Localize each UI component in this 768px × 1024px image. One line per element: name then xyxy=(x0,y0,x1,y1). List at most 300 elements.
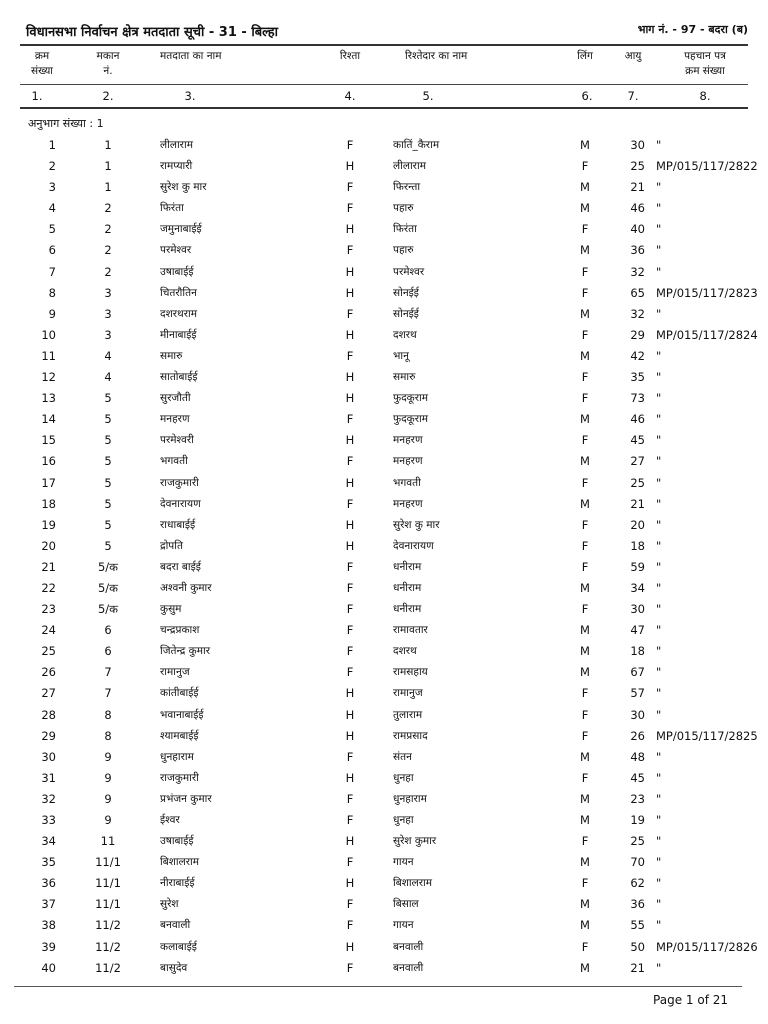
house-number-cell: 5 xyxy=(104,454,112,469)
table-row xyxy=(0,852,768,873)
voter-name-cell: जितेन्द्र कुमार xyxy=(160,645,211,658)
gender-cell: M xyxy=(580,243,590,258)
col-header-house-line1: मकान xyxy=(96,50,120,62)
age-cell: 62 xyxy=(630,876,645,891)
relation-cell: H xyxy=(345,728,355,743)
voter-name-cell: रामप्यारी xyxy=(160,160,193,173)
serial-cell: 2 xyxy=(48,159,56,174)
age-cell: 46 xyxy=(630,412,645,427)
page-number: Page 1 of 21 xyxy=(653,993,728,1007)
age-cell: 21 xyxy=(630,496,645,511)
age-cell: 45 xyxy=(630,770,645,785)
header-rule-bottom xyxy=(20,107,748,109)
table-row xyxy=(0,156,768,177)
col-number-3: 3. xyxy=(184,89,196,103)
gender-cell: M xyxy=(580,412,590,427)
house-number-cell: 5/क xyxy=(97,559,119,574)
age-cell: 30 xyxy=(630,707,645,722)
col-header-house xyxy=(88,49,128,79)
relative-name-cell: सुरेश कु मार xyxy=(393,518,440,531)
serial-cell: 35 xyxy=(41,855,56,870)
relation-cell: H xyxy=(345,264,355,279)
table-row xyxy=(0,346,768,367)
relative-name-cell: फिरन्ता xyxy=(393,181,421,194)
voter-name-cell: श्यामबाईई xyxy=(160,729,199,742)
gender-cell: M xyxy=(580,813,590,827)
house-number-cell: 5/क xyxy=(97,580,119,595)
voter-name-cell: जमुनाबाईई xyxy=(160,223,202,236)
house-number-cell: 9 xyxy=(104,813,112,827)
gender-cell: M xyxy=(580,496,590,511)
serial-cell: 12 xyxy=(41,370,56,385)
relation-cell: H xyxy=(345,327,355,342)
id-card-cell: " xyxy=(656,433,662,448)
id-card-cell: " xyxy=(656,138,662,152)
relative-name-cell: भानू xyxy=(393,349,409,362)
table-row xyxy=(0,494,768,515)
voter-name-cell: धुनहाराम xyxy=(160,750,194,763)
house-number-cell: 5 xyxy=(104,538,112,553)
voter-table-body xyxy=(0,135,768,979)
serial-cell: 7 xyxy=(48,264,56,279)
relation-cell: H xyxy=(345,370,355,385)
voter-name-cell: सुरेश कु मार xyxy=(160,181,207,194)
id-card-cell: " xyxy=(656,918,662,933)
age-cell: 55 xyxy=(630,918,645,933)
voter-name-cell: उषाबाईई xyxy=(160,835,194,848)
voter-name-cell: ईश्वर xyxy=(160,814,180,826)
age-cell: 25 xyxy=(630,159,645,174)
voter-name-cell: रामानुज xyxy=(160,666,190,679)
serial-cell: 1 xyxy=(48,138,56,152)
house-number-cell: 5/क xyxy=(97,602,119,617)
gender-cell: M xyxy=(580,791,590,806)
relative-name-cell: बनवाली xyxy=(393,961,424,974)
age-cell: 18 xyxy=(630,644,645,659)
house-number-cell: 11/1 xyxy=(95,897,121,912)
col-header-gender xyxy=(570,49,600,64)
id-card-cell: MP/015/117/2823 xyxy=(656,285,758,300)
age-cell: 25 xyxy=(630,834,645,849)
table-row xyxy=(0,747,768,768)
relation-cell: H xyxy=(345,538,355,553)
house-number-cell: 4 xyxy=(104,370,112,385)
relative-name-cell: मनहरण xyxy=(393,434,423,447)
voter-name-cell: देवनारायण xyxy=(160,497,201,510)
col-header-voter-name-line1: मतदाता का नाम xyxy=(160,50,222,62)
house-number-cell: 8 xyxy=(104,728,112,743)
col-header-id-card-line2: क्रम संख्या xyxy=(685,65,725,77)
table-row xyxy=(0,831,768,852)
id-card-cell: MP/015/117/2826 xyxy=(656,939,758,954)
voter-name-cell: बिशालराम xyxy=(160,856,199,869)
voter-name-cell: भवानाबाईई xyxy=(160,708,204,721)
gender-cell: F xyxy=(581,728,589,743)
gender-cell: M xyxy=(580,665,590,680)
col-number-6: 6. xyxy=(581,89,593,103)
relative-name-cell: रामप्रसाद xyxy=(393,729,428,742)
table-row xyxy=(0,789,768,810)
relative-name-cell: धनीराम xyxy=(393,603,422,616)
relation-cell: F xyxy=(346,201,354,216)
table-row xyxy=(0,915,768,936)
relative-name-cell: बिसाल xyxy=(393,898,419,911)
age-cell: 32 xyxy=(630,264,645,279)
gender-cell: F xyxy=(581,222,589,237)
relation-cell: F xyxy=(346,306,354,321)
voter-name-cell: नीराबाईई xyxy=(160,877,195,890)
serial-cell: 38 xyxy=(41,918,56,933)
relation-cell: F xyxy=(346,138,354,152)
relative-name-cell: मनहरण xyxy=(393,497,423,510)
age-cell: 29 xyxy=(630,327,645,342)
header-rule-top xyxy=(20,44,748,46)
serial-cell: 11 xyxy=(41,348,56,363)
table-row xyxy=(0,304,768,325)
house-number-cell: 9 xyxy=(104,749,112,764)
voter-name-cell: बनवाली xyxy=(160,919,191,932)
relation-cell: F xyxy=(346,243,354,258)
relation-cell: F xyxy=(346,348,354,363)
gender-cell: F xyxy=(581,876,589,891)
table-row xyxy=(0,198,768,219)
gender-cell: F xyxy=(581,707,589,722)
table-row xyxy=(0,262,768,283)
serial-cell: 39 xyxy=(41,939,56,954)
serial-cell: 25 xyxy=(41,644,56,659)
id-card-cell: " xyxy=(656,623,662,638)
relation-cell: F xyxy=(346,602,354,617)
table-row xyxy=(0,810,768,831)
gender-cell: M xyxy=(580,580,590,595)
gender-cell: F xyxy=(581,475,589,490)
relative-name-cell: कातिं_कैराम xyxy=(393,139,440,151)
age-cell: 57 xyxy=(630,686,645,701)
col-header-age-line1: आयु xyxy=(624,50,642,62)
col-number-5: 5. xyxy=(422,89,434,103)
relative-name-cell: फिरंता xyxy=(393,223,417,236)
voter-name-cell: लीलाराम xyxy=(160,139,193,151)
gender-cell: M xyxy=(580,749,590,764)
relation-cell: F xyxy=(346,180,354,195)
id-card-cell: " xyxy=(656,770,662,785)
gender-cell: M xyxy=(580,897,590,912)
house-number-cell: 3 xyxy=(104,327,112,342)
relative-name-cell: पहारु xyxy=(393,244,414,257)
serial-cell: 36 xyxy=(41,876,56,891)
col-header-serial xyxy=(22,49,62,79)
house-number-cell: 3 xyxy=(104,306,112,321)
voter-name-cell: परमेश्वर xyxy=(160,244,192,257)
col-header-serial-line1: क्रम xyxy=(34,50,50,62)
relation-cell: F xyxy=(346,855,354,870)
voter-name-cell: बासुदेव xyxy=(160,961,188,974)
gender-cell: F xyxy=(581,559,589,574)
relative-name-cell: सोनईई xyxy=(393,307,419,320)
house-number-cell: 11/2 xyxy=(95,918,121,933)
relative-name-cell: फुदकूराम xyxy=(393,413,429,426)
relative-name-cell: दशरथ xyxy=(393,645,417,658)
relative-name-cell: तुलाराम xyxy=(393,708,423,721)
gender-cell: M xyxy=(580,918,590,933)
id-card-cell: " xyxy=(656,264,662,279)
relation-cell: F xyxy=(346,749,354,764)
col-number-4: 4. xyxy=(344,89,356,103)
house-number-cell: 5 xyxy=(104,391,112,406)
house-number-cell: 1 xyxy=(104,138,112,152)
gender-cell: M xyxy=(580,138,590,152)
voter-name-cell: द्रोपति xyxy=(160,539,183,552)
house-number-cell: 4 xyxy=(104,348,112,363)
col-header-house-line2: नं. xyxy=(103,65,113,77)
gender-cell: F xyxy=(581,834,589,849)
id-card-cell: " xyxy=(656,222,662,237)
part-number: भाग नं. - 97 - बदरा (ब) xyxy=(637,23,748,36)
voter-name-cell: कुसुम xyxy=(160,603,182,616)
header-rule-mid xyxy=(20,84,748,85)
id-card-cell: " xyxy=(656,306,662,321)
relation-cell: F xyxy=(346,918,354,933)
serial-cell: 20 xyxy=(41,538,56,553)
house-number-cell: 11 xyxy=(100,834,116,849)
voter-name-cell: मनहरण xyxy=(160,413,190,426)
relation-cell: H xyxy=(345,475,355,490)
gender-cell: M xyxy=(580,201,590,216)
voter-name-cell: राजकुमारी xyxy=(160,476,199,489)
voter-name-cell: सुरजौती xyxy=(160,392,191,405)
id-card-cell: " xyxy=(656,834,662,849)
relation-cell: F xyxy=(346,580,354,595)
relation-cell: H xyxy=(345,770,355,785)
relation-cell: H xyxy=(345,391,355,406)
house-number-cell: 5 xyxy=(104,496,112,511)
table-row xyxy=(0,515,768,536)
age-cell: 26 xyxy=(630,728,645,743)
gender-cell: M xyxy=(580,644,590,659)
gender-cell: F xyxy=(581,433,589,448)
serial-cell: 24 xyxy=(41,623,56,638)
serial-cell: 26 xyxy=(41,665,56,680)
serial-cell: 27 xyxy=(41,686,56,701)
serial-cell: 34 xyxy=(41,834,56,849)
voter-name-cell: बदरा बाईई xyxy=(160,560,201,573)
relation-cell: H xyxy=(345,159,355,174)
gender-cell: F xyxy=(581,686,589,701)
serial-cell: 31 xyxy=(41,770,56,785)
col-header-serial-line2: संख्या xyxy=(30,65,54,77)
relative-name-cell: गायन xyxy=(393,919,414,932)
house-number-cell: 2 xyxy=(104,201,112,216)
relative-name-cell: बनवाली xyxy=(393,940,424,953)
relative-name-cell: रामसहाय xyxy=(393,666,428,679)
serial-cell: 37 xyxy=(41,897,56,912)
id-card-cell: " xyxy=(656,876,662,891)
table-row xyxy=(0,388,768,409)
house-number-cell: 1 xyxy=(104,159,112,174)
age-cell: 21 xyxy=(630,960,645,975)
voter-name-cell: सातोबाईई xyxy=(160,371,198,384)
id-card-cell: " xyxy=(656,180,662,195)
relation-cell: F xyxy=(346,960,354,975)
house-number-cell: 8 xyxy=(104,707,112,722)
serial-cell: 15 xyxy=(41,433,56,448)
age-cell: 27 xyxy=(630,454,645,469)
col-header-relation-line1: रिश्ता xyxy=(339,50,361,62)
relation-cell: H xyxy=(345,707,355,722)
gender-cell: M xyxy=(580,180,590,195)
age-cell: 23 xyxy=(630,791,645,806)
col-number-8: 8. xyxy=(699,89,711,103)
relation-cell: H xyxy=(345,517,355,532)
relation-cell: H xyxy=(345,285,355,300)
age-cell: 25 xyxy=(630,475,645,490)
age-cell: 47 xyxy=(630,623,645,638)
house-number-cell: 5 xyxy=(104,475,112,490)
voter-name-cell: चितरौतिन xyxy=(160,286,197,299)
relative-name-cell: भगवती xyxy=(393,476,421,489)
relative-name-cell: दशरथ xyxy=(393,328,417,341)
serial-cell: 13 xyxy=(41,391,56,406)
col-header-id-card xyxy=(665,49,745,79)
table-row xyxy=(0,768,768,789)
relation-cell: F xyxy=(346,665,354,680)
house-number-cell: 6 xyxy=(104,644,112,659)
age-cell: 48 xyxy=(630,749,645,764)
table-row xyxy=(0,240,768,261)
table-row xyxy=(0,536,768,557)
house-number-cell: 6 xyxy=(104,623,112,638)
gender-cell: M xyxy=(580,454,590,469)
serial-cell: 33 xyxy=(41,813,56,827)
gender-cell: M xyxy=(580,623,590,638)
table-row xyxy=(0,219,768,240)
relative-name-cell: धुनहा xyxy=(393,771,414,784)
page-header xyxy=(20,20,748,42)
serial-cell: 19 xyxy=(41,517,56,532)
house-number-cell: 11/1 xyxy=(95,876,121,891)
table-row xyxy=(0,409,768,430)
serial-cell: 5 xyxy=(48,222,56,237)
serial-cell: 40 xyxy=(41,960,56,975)
relation-cell: F xyxy=(346,454,354,469)
table-row xyxy=(0,599,768,620)
age-cell: 32 xyxy=(630,306,645,321)
voter-name-cell: कलाबाईई xyxy=(160,940,197,953)
relation-cell: F xyxy=(346,623,354,638)
gender-cell: F xyxy=(581,602,589,617)
relation-cell: F xyxy=(346,644,354,659)
serial-cell: 32 xyxy=(41,791,56,806)
table-row xyxy=(0,177,768,198)
relation-cell: H xyxy=(345,834,355,849)
id-card-cell: MP/015/117/2825 xyxy=(656,728,758,743)
table-row xyxy=(0,557,768,578)
table-row xyxy=(0,894,768,915)
id-card-cell: " xyxy=(656,580,662,595)
relation-cell: F xyxy=(346,412,354,427)
id-card-cell: " xyxy=(656,348,662,363)
serial-cell: 4 xyxy=(48,201,56,216)
serial-cell: 16 xyxy=(41,454,56,469)
col-header-voter-name xyxy=(160,49,250,64)
id-card-cell: " xyxy=(656,897,662,912)
col-header-relation xyxy=(330,49,370,64)
section-label: अनुभाग संख्या : 1 xyxy=(28,117,104,130)
voter-name-cell: प्रभंजन कुमार xyxy=(160,792,212,805)
voter-name-cell: कांतीबाईई xyxy=(160,687,199,700)
id-card-cell: " xyxy=(656,370,662,385)
footer-rule xyxy=(14,986,742,987)
id-card-cell: " xyxy=(656,686,662,701)
voter-name-cell: राजकुमारी xyxy=(160,771,199,784)
id-card-cell: " xyxy=(656,243,662,258)
col-header-id-card-line1: पहचान पत्र xyxy=(684,50,726,62)
house-number-cell: 7 xyxy=(104,665,112,680)
id-card-cell: " xyxy=(656,665,662,680)
table-row xyxy=(0,578,768,599)
relative-name-cell: फुदकूराम xyxy=(393,392,429,405)
table-row xyxy=(0,283,768,304)
col-number-2: 2. xyxy=(102,89,114,103)
id-card-cell: " xyxy=(656,791,662,806)
id-card-cell: " xyxy=(656,644,662,659)
relative-name-cell: बिशालराम xyxy=(393,877,432,890)
age-cell: 30 xyxy=(630,602,645,617)
serial-cell: 18 xyxy=(41,496,56,511)
table-row xyxy=(0,662,768,683)
gender-cell: F xyxy=(581,264,589,279)
serial-cell: 28 xyxy=(41,707,56,722)
relative-name-cell: देवनारायण xyxy=(393,539,434,552)
col-header-relative-name xyxy=(405,49,495,64)
gender-cell: F xyxy=(581,538,589,553)
gender-cell: F xyxy=(581,391,589,406)
age-cell: 21 xyxy=(630,180,645,195)
table-row xyxy=(0,937,768,958)
table-row xyxy=(0,135,768,156)
table-row xyxy=(0,367,768,388)
id-card-cell: " xyxy=(656,960,662,975)
col-number-7: 7. xyxy=(627,89,639,103)
relative-name-cell: धनीराम xyxy=(393,560,422,573)
relative-name-cell: रामावतार xyxy=(393,624,428,637)
gender-cell: F xyxy=(581,939,589,954)
age-cell: 59 xyxy=(630,559,645,574)
house-number-cell: 9 xyxy=(104,770,112,785)
relation-cell: F xyxy=(346,496,354,511)
relative-name-cell: सुरेश कुमार xyxy=(393,835,437,848)
relative-name-cell: समारु xyxy=(393,371,416,384)
voter-name-cell: सुरेश xyxy=(160,898,179,911)
age-cell: 19 xyxy=(630,813,645,827)
serial-cell: 23 xyxy=(41,602,56,617)
house-number-cell: 3 xyxy=(104,285,112,300)
id-card-cell: " xyxy=(656,496,662,511)
age-cell: 42 xyxy=(630,348,645,363)
id-card-cell: " xyxy=(656,412,662,427)
serial-cell: 17 xyxy=(41,475,56,490)
table-row xyxy=(0,705,768,726)
relative-name-cell: रामानुज xyxy=(393,687,423,700)
house-number-cell: 5 xyxy=(104,517,112,532)
age-cell: 35 xyxy=(630,370,645,385)
house-number-cell: 9 xyxy=(104,791,112,806)
id-card-cell: MP/015/117/2824 xyxy=(656,327,758,342)
table-row xyxy=(0,325,768,346)
serial-cell: 6 xyxy=(48,243,56,258)
house-number-cell: 2 xyxy=(104,243,112,258)
house-number-cell: 11/1 xyxy=(95,855,121,870)
